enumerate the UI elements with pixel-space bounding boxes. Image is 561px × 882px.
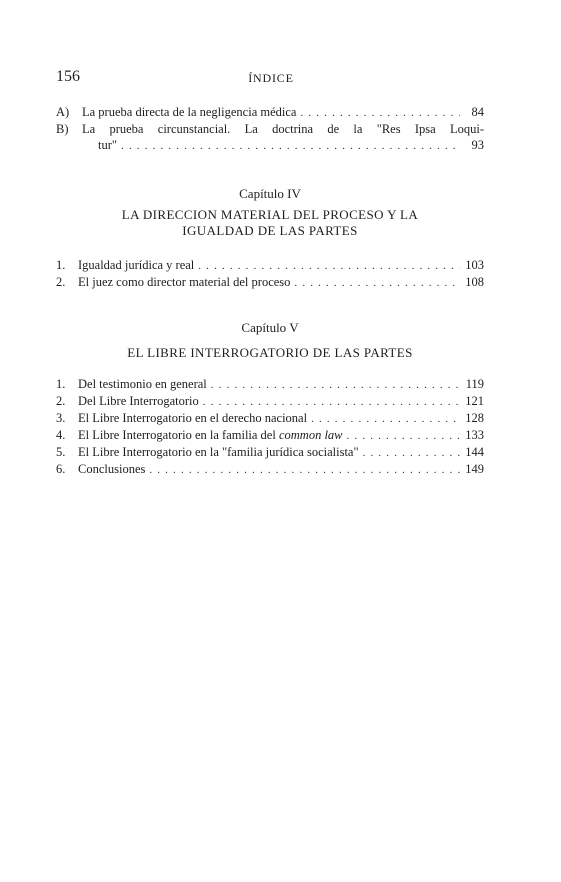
chapter-title	[56, 207, 484, 239]
toc-entry[interactable]	[56, 257, 484, 274]
entry-page: 108	[465, 275, 484, 289]
entry-page: 103	[465, 258, 484, 272]
dot-leader	[347, 428, 460, 444]
toc-entry-continuation[interactable]	[56, 137, 484, 154]
entry-marker: 6.	[56, 462, 66, 476]
entry-title: El juez como director material del proceso	[78, 275, 291, 289]
toc-chapter-iv	[56, 257, 484, 291]
entry-page: 133	[465, 428, 484, 442]
toc-entry[interactable]	[56, 274, 484, 291]
entry-page: 144	[465, 445, 484, 459]
entry-title: La prueba directa de la negligencia médica	[82, 105, 297, 119]
entry-title: Conclusiones	[78, 462, 146, 476]
toc-entry[interactable]	[56, 410, 484, 427]
toc-section-continuation	[56, 104, 484, 154]
entry-title: La prueba circunstancial. La doctrina de la "Res Ipsa Loqui-	[82, 122, 484, 136]
entry-title	[78, 427, 343, 443]
dot-leader	[203, 394, 460, 410]
toc-entry[interactable]	[56, 461, 484, 478]
entry-title: Del testimonio en general	[78, 377, 207, 391]
toc-chapter-v	[56, 376, 484, 478]
dot-leader	[149, 462, 460, 478]
entry-title: Igualdad jurídica y real	[78, 258, 195, 272]
toc-entry[interactable]	[56, 121, 484, 137]
dot-leader	[363, 445, 460, 461]
entry-marker: A)	[56, 105, 70, 119]
toc-entry[interactable]	[56, 427, 484, 444]
toc-entry[interactable]	[56, 104, 484, 121]
entry-title-text: El Libre Interrogatorio en la familia del	[78, 428, 276, 442]
entry-page: 84	[471, 105, 484, 119]
toc-entry[interactable]	[56, 376, 484, 393]
dot-leader	[198, 258, 460, 274]
page-number: 156	[56, 68, 80, 85]
dot-leader	[294, 275, 460, 291]
dot-leader	[121, 138, 460, 154]
chapter-title-line: EL LIBRE INTERROGATORIO DE LAS PARTES	[127, 345, 413, 360]
entry-page: 93	[471, 138, 484, 152]
entry-page: 121	[465, 394, 484, 408]
entry-marker: 5.	[56, 445, 66, 459]
dot-leader	[211, 377, 460, 393]
entry-marker: 2.	[56, 275, 66, 289]
dot-leader	[311, 411, 460, 427]
entry-title: El Libre Interrogatorio en la "familia jurídica socialista"	[78, 445, 359, 459]
chapter-label: Capítulo V	[241, 320, 299, 335]
entry-page: 128	[465, 411, 484, 425]
running-head: ÍNDICE	[248, 71, 294, 85]
entry-marker: 2.	[56, 394, 66, 408]
chapter-title-line: IGUALDAD DE LAS PARTES	[182, 223, 358, 238]
entry-title-italic: common law	[278, 428, 343, 442]
entry-marker: 3.	[56, 411, 66, 425]
entry-marker: 1.	[56, 377, 66, 391]
chapter-title	[56, 345, 484, 361]
entry-title: Del Libre Interrogatorio	[78, 394, 199, 408]
entry-title-cont: tur"	[98, 138, 117, 152]
toc-entry[interactable]	[56, 444, 484, 461]
entry-title: El Libre Interrogatorio en el derecho nacional	[78, 411, 308, 425]
toc-entry[interactable]	[56, 393, 484, 410]
chapter-title-line: LA DIRECCION MATERIAL DEL PROCESO Y LA	[121, 207, 419, 222]
entry-page: 119	[465, 377, 484, 391]
dot-leader	[300, 105, 460, 121]
entry-marker: 1.	[56, 258, 66, 272]
page-header	[56, 68, 486, 88]
chapter-label: Capítulo IV	[239, 186, 301, 201]
entry-page: 149	[465, 462, 484, 476]
entry-marker: 4.	[56, 428, 66, 442]
entry-marker: B)	[56, 122, 69, 136]
